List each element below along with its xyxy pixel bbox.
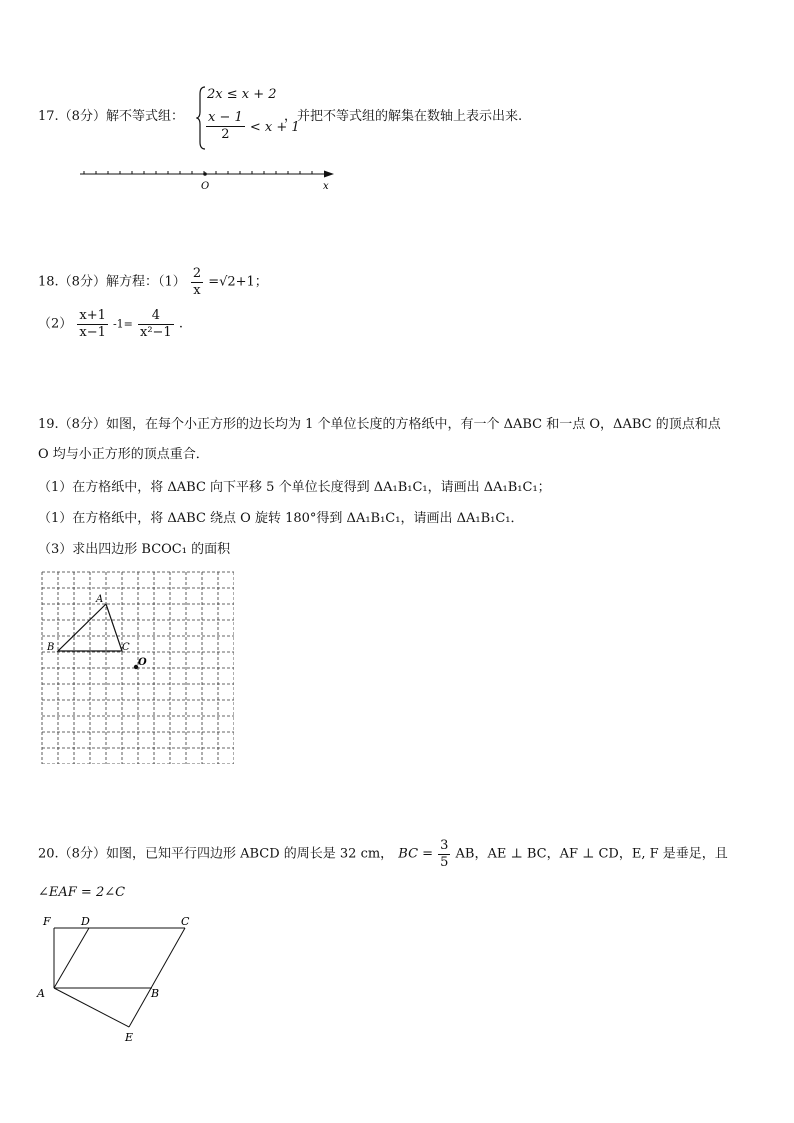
q17-brace <box>196 86 206 150</box>
q17-tail: ，并把不等式组的解集在数轴上表示出来. <box>284 109 523 124</box>
q17-number-line <box>74 166 344 196</box>
q20-line-1: 20.（8分）如图，已知平行四边形 ABCD 的周长是 32 cm， BC = $\frac{3}{5}$ AB，AE ⊥ BC，AF ⊥ CD，E, F 是垂足，且 <box>38 838 728 870</box>
q20-label-f: F <box>43 915 51 928</box>
q17-origin-label: O <box>201 181 210 192</box>
q19-part-2: （1）在方格纸中，将 ΔABC 绕点 O 旋转 180°得到 ΔA₁B₁C₁，请画出 ΔA₁B₁C₁． <box>38 511 524 526</box>
q19-label-c: C <box>122 642 130 653</box>
q18-part1: 18.（8分）解方程：（1） $\frac{2}{x}$ =√2+1； <box>38 266 268 298</box>
q18-fraction-1: $\frac{2}{x}$ <box>192 266 202 298</box>
q20-label-a: A <box>37 987 45 1000</box>
q17-x-label: x <box>323 181 329 192</box>
q19-grid-figure <box>40 570 234 764</box>
q18-fraction-2: $\frac{x+1}{x-1}$ <box>79 308 106 340</box>
q18-part2: （2） $\frac{x+1}{x-1}$ -1= $\frac{4}{\text{x²−1}}$ . <box>38 308 183 340</box>
q20-label-c: C <box>181 915 190 928</box>
q17-fraction: $\frac{x - 1}{2}$ <box>208 110 243 142</box>
q19-label-a: A <box>96 594 104 605</box>
q19-label-o: O <box>138 657 147 668</box>
q20-label-e: E <box>125 1031 134 1044</box>
q20-label-d: D <box>81 915 90 928</box>
q19-label-b: B <box>47 642 55 653</box>
q17-label: 17.（8分）解不等式组： <box>38 109 184 124</box>
q18-fraction-3: $\frac{4}{\text{x²−1}}$ <box>140 308 172 340</box>
q20-label-b: B <box>151 987 160 1000</box>
q20-line-2: ∠EAF = 2∠C <box>38 885 126 900</box>
q19-part-1: （1）在方格纸中，将 ΔABC 向下平移 5 个单位长度得到 ΔA₁B₁C₁，请画出 ΔA₁B₁C₁； <box>38 480 551 495</box>
q19-line-1: 19.（8分）如图，在每个小正方形的边长均为 1 个单位长度的方格纸中，有一个 ΔABC 和一点 O，ΔABC 的顶点和点 <box>38 417 721 432</box>
q20-fraction: $\frac{3}{5}$ <box>440 838 449 870</box>
q17-inequality-2: $\frac{x - 1}{2}$ < x + 1 <box>208 110 300 142</box>
q19-line-2: O 均与小正方形的顶点重合． <box>38 447 209 462</box>
q17-inequality-1: 2x ≤ x + 2 <box>207 87 277 102</box>
q19-part-3: （3）求出四边形 BCOC₁ 的面积 <box>38 542 231 557</box>
q19-grid <box>42 572 234 764</box>
q20-parallelogram-figure <box>34 910 204 1050</box>
